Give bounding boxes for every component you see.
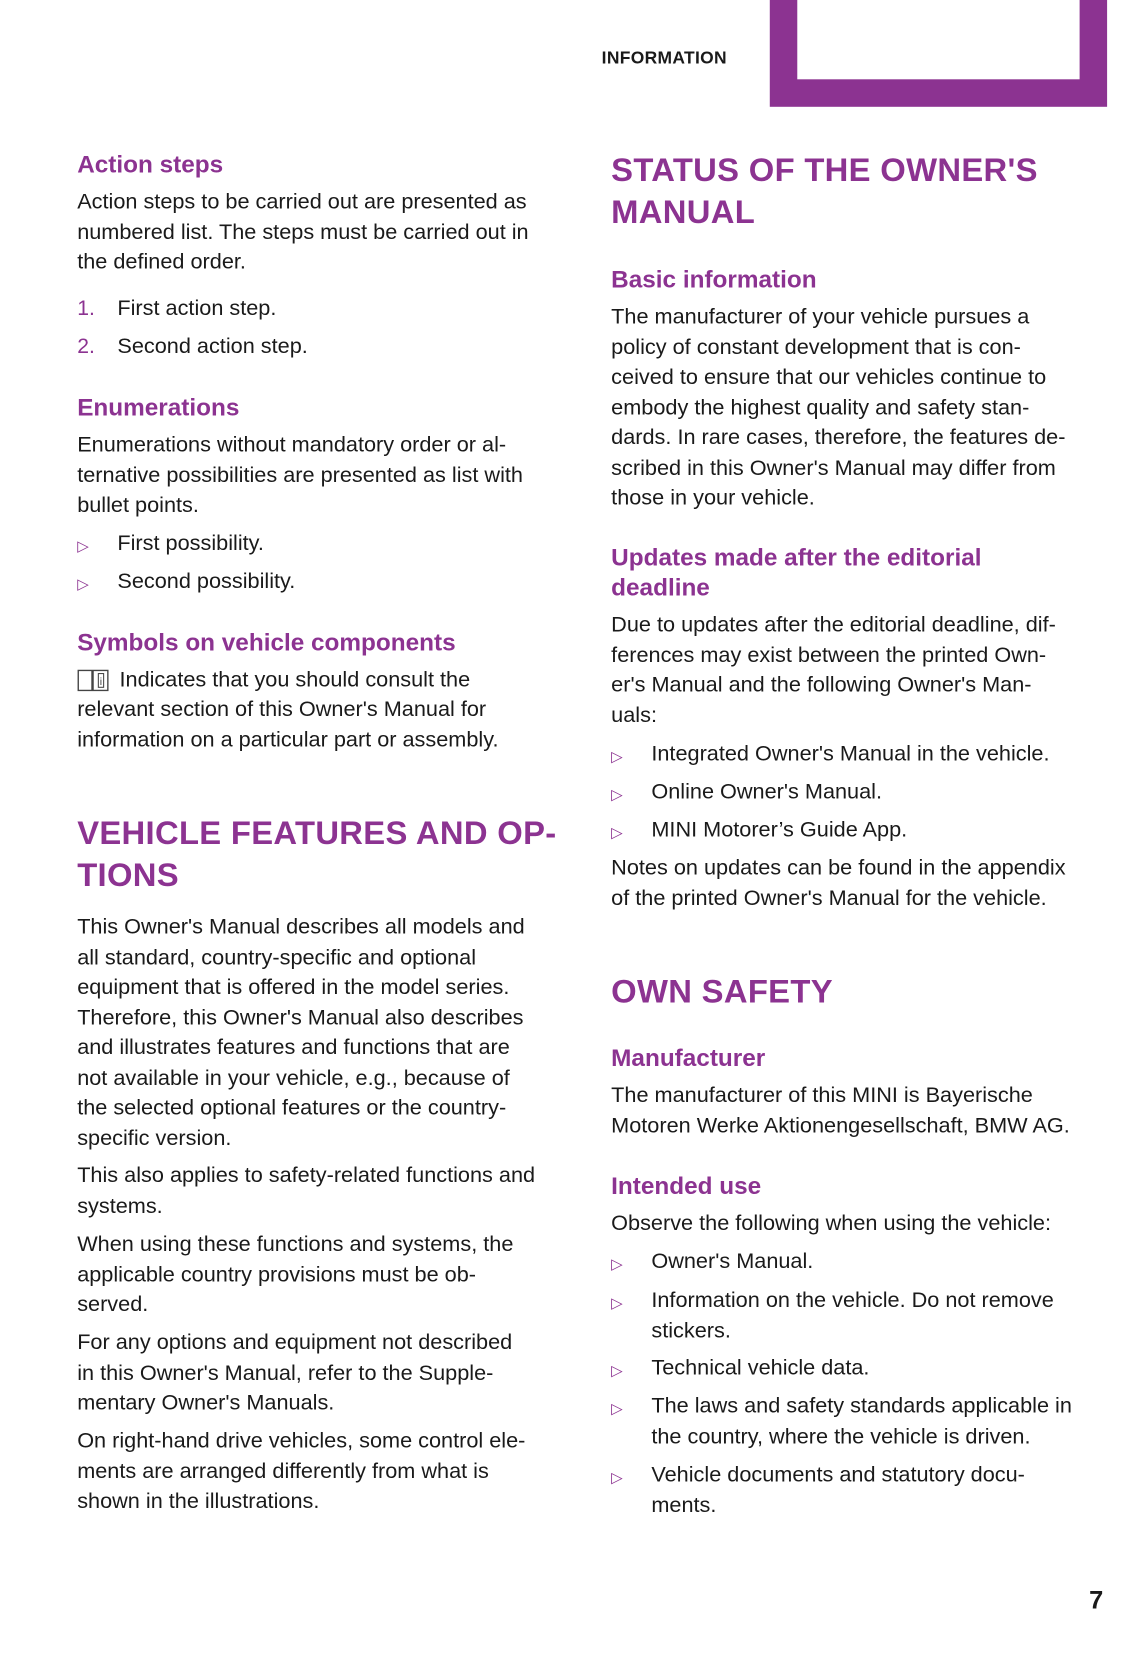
- features-paragraph: For any options and equipment not described in this Owner's Manual, refer to the Supple- mentary Owner's Manuals.: [77, 1330, 513, 1415]
- symbols-text-first: Indicates that you should consult the: [119, 667, 471, 692]
- updates-notes: Notes on updates can be found in the appendix of the printed Owner's Manual for the vehicle.: [611, 855, 1066, 910]
- list-number: 2.: [77, 335, 95, 359]
- list-text: Second action step.: [117, 334, 308, 359]
- list-text: The laws and safety standards applicable in the country, where the vehicle is driven.: [651, 1393, 1072, 1449]
- list-number: 1.: [77, 297, 95, 321]
- bullet-triangle-icon: ▷: [611, 1294, 623, 1312]
- symbols-text: relevant section of this Owner's Manual for information on a particular part or assembly.: [77, 696, 499, 752]
- heading-manufacturer: Manufacturer: [611, 1043, 766, 1072]
- heading-symbols: Symbols on vehicle components: [77, 628, 456, 656]
- heading-vehicle-features: VEHICLE FEATURES AND OP- TIONS: [77, 814, 557, 894]
- list-text: MINI Motorer’s Guide App.: [651, 817, 908, 842]
- bullet-triangle-icon: ▷: [77, 537, 89, 555]
- heading-action-steps: Action steps: [77, 150, 224, 178]
- list-text: Technical vehicle data.: [651, 1355, 870, 1380]
- bullet-triangle-icon: ▷: [611, 747, 623, 765]
- bullet-triangle-icon: ▷: [611, 823, 623, 841]
- features-paragraph: This also applies to safety-related functions and systems.: [77, 1163, 536, 1218]
- basic-information-text: The manufacturer of your vehicle pursues a policy of constant development that is con- ceived to ensure that our vehicles continue to embody the highest quality and safety stan- dards. In rare cases, therefore, the features de- scribed in this Owner's Manual may differ from those in your vehicle.: [611, 304, 1066, 510]
- heading-intended-use: Intended use: [611, 1171, 762, 1200]
- bullet-triangle-icon: ▷: [611, 785, 623, 803]
- manufacturer-text: The manufacturer of this MINI is Bayerische Motoren Werke Aktionengesellschaft, BMW AG.: [611, 1082, 1070, 1138]
- features-paragraph: When using these functions and systems, the applicable country provisions must be ob- served.: [77, 1231, 514, 1317]
- intended-use-text: Observe the following when using the vehicle:: [611, 1210, 1051, 1236]
- bullet-triangle-icon: ▷: [611, 1399, 623, 1417]
- heading-status-owners-manual: STATUS OF THE OWNER'S MANUAL: [611, 151, 1038, 231]
- heading-basic-information: Basic information: [611, 265, 817, 293]
- action-steps-text: Action steps to be carried out are presented as numbered list. The steps must be carried out in the defined order.: [77, 189, 529, 274]
- list-text: Information on the vehicle. Do not remove stickers.: [651, 1287, 1054, 1343]
- list-text: Owner's Manual.: [651, 1248, 814, 1274]
- features-paragraph: On right-hand drive vehicles, some control ele- ments are arranged differently from what is shown in the illustrations.: [77, 1428, 526, 1514]
- bullet-triangle-icon: ▷: [77, 575, 89, 593]
- list-text: First possibility.: [117, 530, 264, 556]
- list-text: Vehicle documents and statutory docu- ments.: [651, 1462, 1025, 1517]
- updates-text: Due to updates after the editorial deadline, dif- ferences may exist between the printed Own- er's Manual and the following Owner's Man- uals:: [611, 612, 1056, 727]
- heading-enumerations: Enumerations: [77, 393, 240, 421]
- bullet-triangle-icon: ▷: [611, 1255, 623, 1273]
- list-text: Second possibility.: [117, 568, 296, 594]
- list-text: Online Owner's Manual.: [651, 779, 883, 804]
- heading-updates: Updates made after the editorial deadline: [611, 543, 982, 601]
- section-tab-marker-inner: [797, 0, 1079, 79]
- svg-text:i: i: [99, 676, 103, 689]
- list-text: First action step.: [117, 296, 277, 321]
- bullet-triangle-icon: ▷: [611, 1361, 623, 1379]
- section-header: INFORMATION: [601, 48, 727, 68]
- heading-own-safety: OWN SAFETY: [611, 972, 833, 1010]
- page-number: 7: [1089, 1586, 1104, 1615]
- enumerations-text: Enumerations without mandatory order or al- ternative possibilities are presented as list with bullet points.: [77, 432, 523, 518]
- bullet-triangle-icon: ▷: [611, 1468, 623, 1486]
- manual-book-info-icon: [77, 668, 109, 697]
- features-paragraph: This Owner's Manual describes all models and all standard, country-specific and optional equipment that is offered in the model series. Therefore, this Owner's Manual also describes and illustrates features and functions that are not available in your vehicle, e.g., because of the selected optional features or the country- specific version.: [77, 914, 525, 1150]
- list-text: Integrated Owner's Manual in the vehicle.: [651, 741, 1050, 766]
